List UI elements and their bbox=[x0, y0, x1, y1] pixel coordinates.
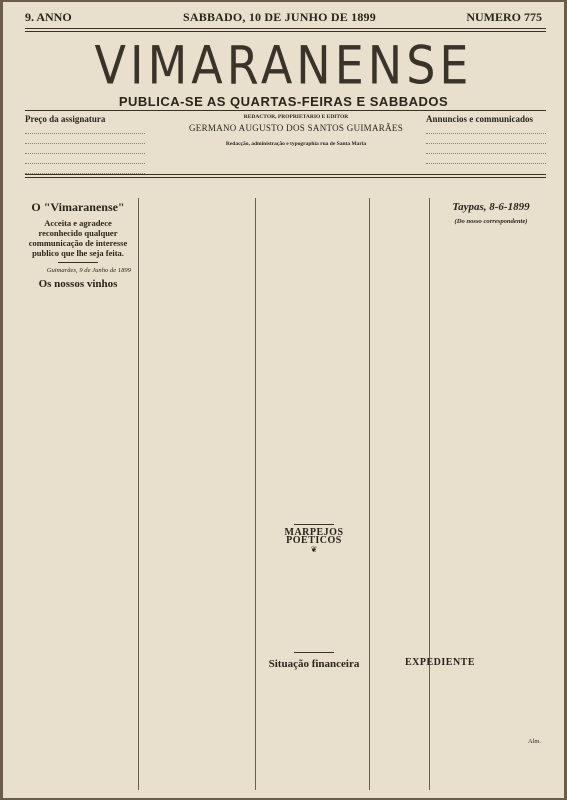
ornament: ❦ bbox=[310, 545, 318, 555]
header-line bbox=[25, 10, 556, 26]
dateline: Guimarães, 9 de Junho de 1899 bbox=[46, 267, 131, 274]
header-rule bbox=[25, 28, 546, 29]
price-row bbox=[25, 167, 145, 174]
column-3 bbox=[261, 198, 367, 790]
masthead-title: VIMARANENSE bbox=[94, 33, 473, 97]
poem-text bbox=[261, 556, 367, 648]
correspondence-headline: Taypas, 8-6-1899 bbox=[452, 201, 530, 213]
correspondence-subtitle: (Do nosso correspondente) bbox=[454, 218, 528, 225]
column-separator bbox=[255, 198, 256, 790]
column-separator bbox=[429, 198, 430, 790]
expediente-title: EXPEDIENTE bbox=[404, 657, 475, 668]
date-line: SABBADO, 10 DE JUNHO DE 1899 bbox=[183, 10, 376, 24]
issue-number: NUMERO 775 bbox=[466, 10, 542, 24]
column-2 bbox=[144, 198, 250, 790]
column-separator bbox=[369, 198, 370, 790]
editor-label: REDACTOR, PROPRIETARIO E EDITOR bbox=[243, 114, 349, 120]
ads-row bbox=[426, 157, 546, 164]
article-body bbox=[261, 198, 367, 520]
infobar-bottom-rule bbox=[25, 174, 546, 175]
divider bbox=[294, 524, 334, 525]
ads-title: Annuncios e communicados bbox=[426, 114, 534, 124]
ads-row bbox=[426, 137, 546, 144]
ads-row bbox=[426, 127, 546, 134]
price-row bbox=[25, 147, 145, 154]
column-separator bbox=[138, 198, 139, 790]
ads-row bbox=[426, 147, 546, 154]
column-5 bbox=[435, 198, 547, 790]
signature: Alm. bbox=[528, 737, 541, 745]
price-row bbox=[25, 127, 145, 134]
price-row bbox=[25, 157, 145, 164]
editor-box bbox=[153, 112, 439, 147]
newspaper-page bbox=[3, 2, 564, 798]
infobar bbox=[25, 110, 546, 172]
notice-text: Acceita e agradece reconhecido qualquer communicação de interesse publico que lhe seja feita. bbox=[28, 218, 128, 258]
editor-address: Redacção, administração e typographia rua de Santa Maria bbox=[225, 141, 367, 147]
subscription-box bbox=[25, 114, 145, 174]
editor-name: GERMANO AUGUSTO DOS SANTOS GUIMARÃES bbox=[189, 123, 403, 133]
poem-section-title: MARPEJOS POETICOS bbox=[284, 527, 344, 546]
notice-headline: O "Vimaranense" bbox=[31, 200, 125, 214]
divider bbox=[294, 652, 334, 653]
header-rule-2 bbox=[25, 31, 546, 32]
ads-box bbox=[426, 114, 546, 164]
article-title: Os nossos vinhos bbox=[38, 277, 118, 290]
infobar-bottom-rule-2 bbox=[25, 177, 546, 178]
masthead-subtitle: PUBLICA-SE AS QUARTAS-FEIRAS E SABBADOS bbox=[118, 94, 449, 109]
article-title: Situação financeira bbox=[268, 657, 360, 670]
year-label: 9. ANNO bbox=[25, 10, 72, 24]
subscription-title: Preço da assignatura bbox=[25, 114, 106, 124]
divider bbox=[58, 262, 98, 263]
column-1 bbox=[25, 198, 131, 790]
price-row bbox=[25, 137, 145, 144]
